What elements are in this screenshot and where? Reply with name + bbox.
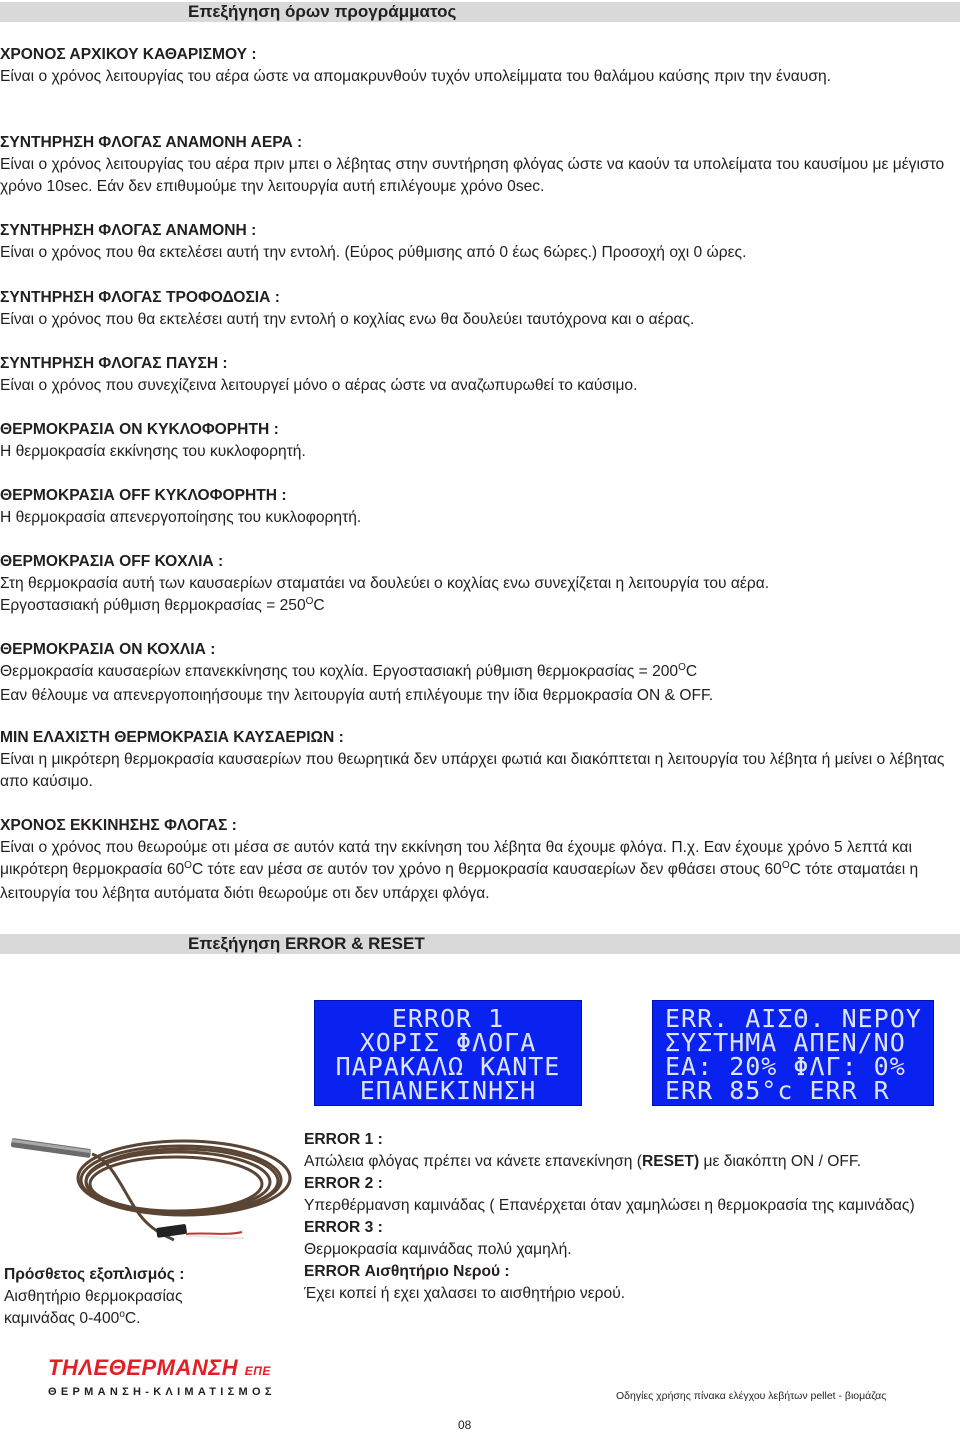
term-text: Είναι ο χρόνος που θα εκτελέσει αυτή την εντολή. (Εύρος ρύθμισης από 0 έως 6ώρες.) Προσοχή οχι 0 ώρες. [0,244,747,261]
error-list [304,1129,960,1305]
error-text: Υπερθέρμανση καμινάδας ( Επανέρχεται όταν χαμηλώσει η θερμοκρασία της καμινάδας) [304,1197,915,1214]
lcd-line: ΣΥΣΤΗΜΑ ΑΠΕΝ/ΝΟ [665,1028,906,1057]
term-pump-off [0,485,955,529]
accessory-line: καμινάδας 0-400$^o$C. [4,1309,141,1327]
term-auger-on [0,639,955,707]
term-text: Θερμοκρασία καυσαερίων επανεκκίνησης του κοχλία. Εργοστασιακή ρύθμιση $\theta\varepsilon\rho\mu o\kappa\rho\alpha\sigma ί\alpha\varsigma = 200^OC$ [0,662,698,680]
term-heading: ΣΥΝΤΗΡΗΣΗ ΦΛΟΓΑΣ ΑΝΑΜΟΝΗ : [0,222,257,239]
term-text: Είναι ο χρόνος που συνεχίζεινα λειτουργεί μόνο ο αέρας ώστε να αναζωπυρωθεί το καύσιμο. [0,377,638,394]
term-text: Η θερμοκρασία εκκίνησης του κυκλοφορητή. [0,443,306,460]
error-heading: ERROR 3 : [304,1219,383,1236]
term-heading: ΣΥΝΤΗΡΗΣΗ ΦΛΟΓΑΣ ΠΑΥΣΗ : [0,355,228,372]
error-text: Απώλεια φλόγας πρέπει να κάνετε επανεκίνηση (RESET) με διακόπτη ON / OFF. [304,1153,862,1170]
page-number: 08 [458,1418,472,1432]
company-tagline: ΘΕΡΜΑΝΣΗ-ΚΛΙΜΑΤΙΣΜΟΣ [48,1386,276,1398]
term-heading: ΘΕΡΜΟΚΡΑΣΙΑ ON ΚΥΚΛΟΦΟΡΗΤΗ : [0,421,279,438]
term-heading: MIN ΕΛΑΧΙΣΤΗ ΘΕΡΜΟΚΡΑΣΙΑ ΚΑΥΣΑΕΡΙΩΝ : [0,729,344,746]
term-text: Είναι ο χρόνος λειτουργίας του αέρα πριν μπει ο λέβητας στην συντήρηση φλόγας ώστε να καούν τα υπολείματα του καυσίμου με μέγιστο χρόνο 10sec. Εάν δεν επιθυμούμε την λειτουργία αυτή επιλέγουμε χρόνο 0sec. [0,156,945,195]
error-heading: ERROR 1 : [304,1131,383,1148]
lcd-water-sensor-display [652,1000,934,1106]
error-heading: ERROR 2 : [304,1175,383,1192]
term-flame-wait [0,220,955,264]
error-text: Θερμοκρασία καμινάδας πολύ χαμηλή. [304,1241,572,1258]
lcd-line: ERROR 1 [391,1004,505,1033]
term-heading: ΘΕΡΜΟΚΡΑΣΙΑ OFF ΚΟΧΛΙΑ : [0,553,224,570]
term-text: Είναι ο χρόνος που θεωρούμε οτι μέσα σε αυτόν κατά την εκκίνηση του λέβητα θα έχουμε φλόγα. Π.χ. Εαν έχουμε χρόνο 5 λεπτά και μικρότερη θερμοκρασία $60^OC$ τότε εαν μέσα σε αυτόν τον χρόνο η θερμοκρασία καυσαερίων δεν φθάσει στους $60^OC$ τότε σταματάει η λειτουργία του λέβητα αυτόματα διότι θεωρούμε οτι δεν υπάρχει φλόγα. [0,839,919,902]
term-text: Είναι ο χρόνος λειτουργίας του αέρα ώστε να απομακρυνθούν τυχόν υπολείμματα του θαλάμου καύσης πριν την έναυση. [0,68,831,85]
term-text: Η θερμοκρασία απενεργοποίησης του κυκλοφορητή. [0,509,362,526]
term-heading: ΣΥΝΤΗΡΗΣΗ ΦΛΟΓΑΣ ΑΝΑΜΟΝΗ ΑΕΡΑ : [0,134,303,151]
page-title: Επεξήγηση όρων προγράμματος [188,2,457,21]
lcd-line: ΕΠΑΝΕΚΙΝΗΣΗ [359,1076,537,1105]
term-heading: ΧΡΟΝΟΣ ΕΚΚΙΝΗΣΗΣ ΦΛΟΓΑΣ : [0,817,237,834]
term-text: Εαν θέλουμε να απενεργοποιηήσουμε την λειτουργία αυτή επιλέγουμε την ίδια θερμοκρασία ON & OFF. [0,687,714,704]
term-text: Είναι η μικρότερη θερμοκρασία καυσαερίων που θεωρητικά δεν υπάρχει φωτιά και διακόπτεται η λειτουργία του λέβητα ή μείνει ο λέβητας απο καύσιμο. [0,751,945,790]
lcd-line: ERR. ΑΙΣΘ. ΝΕΡΟΥ [665,1004,922,1033]
accessory-heading: Πρόσθετος εξοπλισμός : [4,1266,185,1283]
term-flame-pause [0,353,955,397]
term-heading: ΘΕΡΜΟΚΡΑΣΙΑ ON ΚΟΧΛΙΑ : [0,641,216,658]
term-text: Στη θερμοκρασία αυτή των καυσαερίων σταματάει να δουλεύει ο κοχλίας ενω συνεχίζεται η λειτουργία του αέρα. [0,575,770,592]
error-heading: ERROR Αισθητήριο Νερού : [304,1263,510,1280]
term-pump-on [0,419,955,463]
footer-note: Οδηγίες χρήσης πίνακα ελέγχου λεβήτων pellet - βιομάζας [616,1390,887,1402]
lcd-line: ΠΑΡΑΚΑΛΩ ΚΑΝΤΕ [335,1052,561,1081]
temperature-sensor-image [6,1132,296,1254]
term-factory-setting: Εργοστασιακή ρύθμιση $\theta\varepsilon\rho\mu o\kappa\rho\alpha\sigma ί\alpha\varsigma = 250^OC$ [0,596,325,614]
term-flame-wait-air [0,132,955,198]
term-min-exhaust [0,727,955,793]
error-band [0,934,960,954]
company-logo: ΤΗΛΕΘΕΡΜΑΝΣΗ ΕΠΕ [48,1355,271,1380]
lcd-error1-display [314,1000,582,1106]
term-heading: ΧΡΟΝΟΣ ΑΡΧΙΚΟΥ ΚΑΘΑΡΙΣΜΟΥ : [0,46,257,63]
term-text: Είναι ο χρόνος που θα εκτελέσει αυτή την εντολή ο κοχλίας ενω θα δουλεύει ταυτόχρονα και ο αέρας. [0,311,695,328]
header-band [0,2,960,22]
error-text: Έχει κοπεί ή εχει χαλασει το αισθητήριο νερού. [304,1285,626,1302]
term-heading: ΘΕΡΜΟΚΡΑΣΙΑ OFF ΚΥΚΛΟΦΟΡΗΤΗ : [0,487,287,504]
term-auger-off [0,551,955,619]
term-heading: ΣΥΝΤΗΡΗΣΗ ΦΛΟΓΑΣ ΤΡΟΦΟΔΟΣΙΑ : [0,289,280,306]
term-initial-cleaning [0,44,955,88]
term-flame-start-time [0,815,955,905]
lcd-line: ERR 85°c ERR R [665,1076,890,1105]
accessory-caption [4,1264,254,1332]
accessory-line: Αισθητήριο θερμοκρασίας [4,1288,183,1305]
lcd-line: EA: 20% ΦΛΓ: 0% [665,1052,906,1081]
lcd-line: ΧΟΡΙΣ ΦΛΟΓΑ [359,1028,537,1057]
error-section-title: Επεξήγηση ERROR & RESET [188,934,425,953]
term-flame-feed [0,287,955,331]
